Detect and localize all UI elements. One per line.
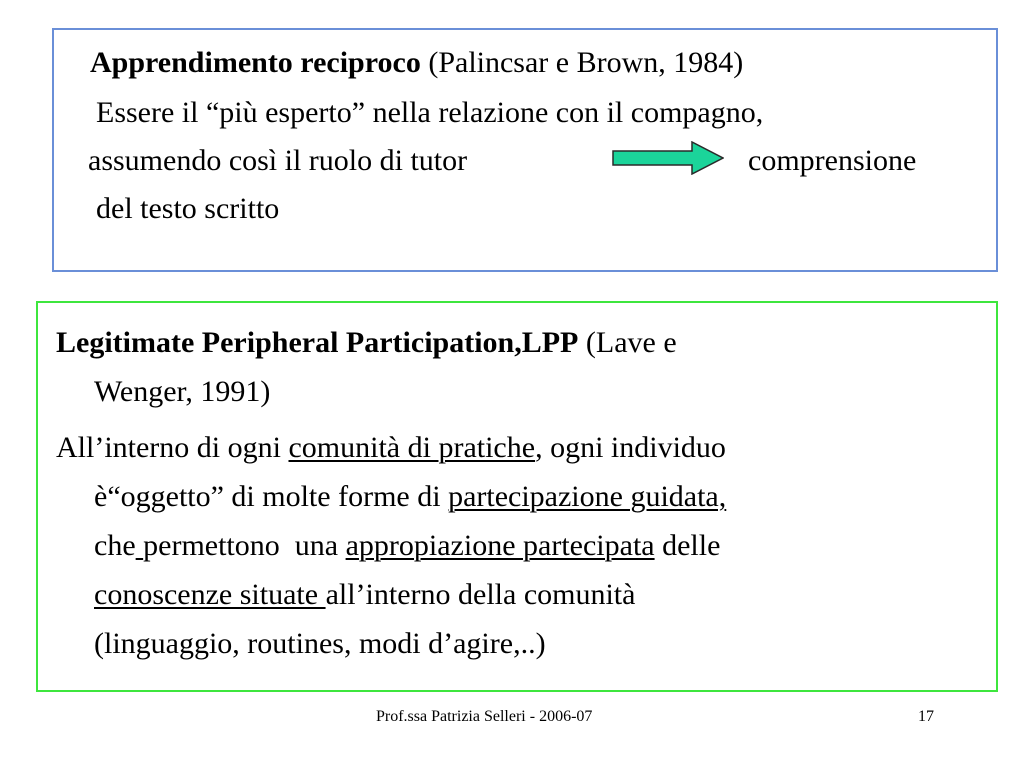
lpp-para-line-5: (linguaggio, routines, modi d’agire,..): [94, 627, 546, 660]
lpp-para-line-2: [94, 479, 726, 515]
top-title-citation: (Palincsar e Brown, 1984): [420, 46, 744, 79]
text-run: , ogni individuo: [535, 431, 726, 464]
slide-number: 17: [918, 708, 934, 725]
text-run: è“oggetto” di molte forme di: [94, 480, 449, 513]
top-title: [90, 45, 743, 81]
top-title-bold: Apprendimento reciproco: [90, 46, 421, 79]
footer-author: Prof.ssa Patrizia Selleri - 2006-07: [376, 708, 593, 725]
lpp-heading: [56, 325, 677, 361]
underlined-term: comunità di pratiche: [288, 431, 536, 464]
lpp-heading-cont: Wenger, 1991): [94, 375, 271, 408]
lpp-para-line-3: [94, 528, 720, 564]
underlined-term: partecipazione guidata,: [448, 480, 727, 513]
lpp-para-line-4: [94, 577, 635, 613]
top-line-3: del testo scritto: [96, 192, 280, 225]
text-run: delle: [654, 529, 721, 562]
text-run: che: [94, 529, 136, 562]
text-run: permettono una: [143, 529, 346, 562]
top-line-1: Essere il “più esperto” nella relazione con il compagno,: [96, 96, 764, 129]
right-arrow-icon: [612, 141, 724, 175]
underlined-term: conoscenze situate: [94, 578, 326, 611]
top-line-2a: assumendo così il ruolo di tutor: [88, 144, 468, 177]
top-line-2b: comprensione: [748, 144, 917, 177]
lpp-heading-citation: (Lave e: [578, 326, 677, 359]
lpp-para-line-1: [56, 430, 726, 466]
text-run: all’interno della comunità: [325, 578, 636, 611]
lpp-heading-bold: Legitimate Peripheral Participation,LPP: [56, 326, 579, 359]
underlined-term: appropiazione partecipata: [345, 529, 655, 562]
text-run: All’interno di ogni: [56, 431, 289, 464]
